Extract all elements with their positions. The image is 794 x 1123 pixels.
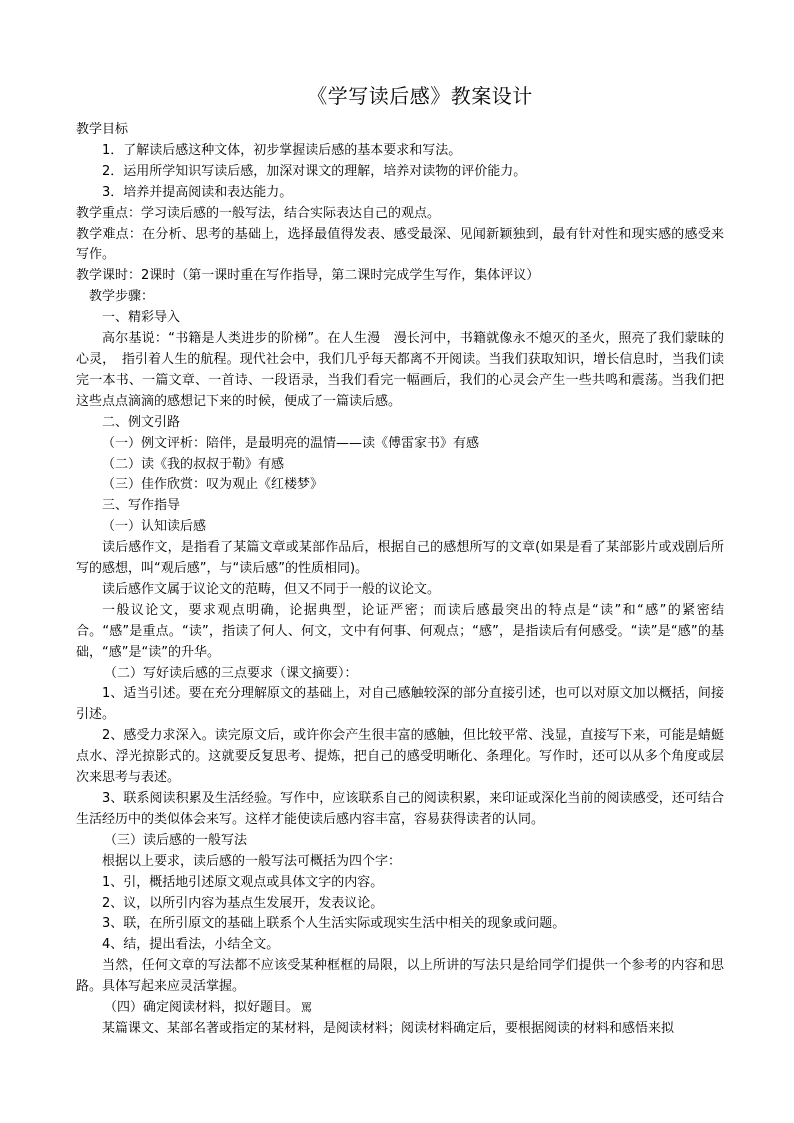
subheading-material xyxy=(76,998,724,1019)
example-item: （一）例文评析：陪伴，是最明亮的温情——读《傅雷家书》有感 xyxy=(102,435,480,451)
method-item: 4、结，提出看法，小结全文。 xyxy=(102,937,280,953)
objective-item: 1．了解读后感这种文体，初步掌握读后感的基本要求和写法。 xyxy=(102,142,462,158)
step-heading-examples: 二、例文引路 xyxy=(102,414,181,430)
requirement-item: 2、感受力求深入。读完原文后，或许你会产生很丰富的感触，但比较平常、浅显，直接写下来，可能是蜻蜓点水、浮光掠影式的。这就要反复思考、提炼，把自己的感受明晰化、条理化。写作时，还可以从多个角度或层次来思考与表述。 xyxy=(76,728,724,786)
paragraph-material: 某篇课文、某部名著或指定的某材料，是阅读材料；阅读材料确定后，要根据阅读的材料和感悟来拟 xyxy=(102,1020,675,1036)
paragraph-flexibility: 当然，任何文章的写法都不应该受某种框框的局限，以上所讲的写法只是给同学们提供一个参考的内容和思路。具体写起来应灵活掌握。 xyxy=(76,958,724,995)
paragraph-intro: 高尔基说：“书籍是人类进步的阶梯”。在人生漫 漫长河中，书籍就像永不熄灭的圣火，照亮了我们蒙昧的心灵， 指引着人生的航程。现代社会中，我们几乎每天都离不开阅读。当我们获取知识，增长信息时，当我们读完一本书、一篇文章、一首诗、一段语录，当我们看完一幅画后，我们的心灵会产生一些共鸣和震荡。当我们把这些点点滴滴的感想记下来的时候，便成了一篇读后感。 xyxy=(76,331,724,409)
paragraph-method-summary: 根据以上要求，读后感的一般写法可概括为四个字： xyxy=(102,853,402,869)
subheading-requirements: （二）写好读后感的三点要求（课文摘要）： xyxy=(104,665,358,681)
paragraph-comparison: 一般议论文，要求观点明确，论据典型，论证严密；而读后感最突出的特点是“读”和“感”的紧密结合。“感”是重点。“读”，指读了何人、何文，文中有何事、何观点；“感”，是指读后有何感受。“读”是“感”的基础，“感”是“读”的升华。 xyxy=(76,602,724,660)
teaching-hours: 教学课时：2课时（第一课时重在写作指导，第二课时完成学生写作，集体评议） xyxy=(76,268,540,284)
document-title: 《学写读后感》教案设计 xyxy=(307,84,533,108)
step-heading-guidance: 三、写作指导 xyxy=(102,498,181,514)
example-item: （三）佳作欣赏：叹为观止《红楼梦》 xyxy=(102,477,324,493)
step-heading-intro: 一、精彩导入 xyxy=(102,310,181,326)
paragraph-definition: 读后感作文，是指看了某篇文章或某部作品后，根据自己的感想所写的文章(如果是看了某部影片或戏剧后所写的感想，叫“观后感”，与“读后感”的性质相同)。 xyxy=(76,540,724,577)
teaching-focus: 教学重点：学习读后感的一般写法，结合实际表达自己的观点。 xyxy=(76,205,441,221)
document-page xyxy=(76,82,724,1040)
requirement-item: 1、适当引述。要在充分理解原文的基础上，对自己感触较深的部分直接引述，也可以对原文加以概括，间接引述。 xyxy=(76,686,724,723)
subheading-material-text: （四）确定阅读材料，拟好题目。 xyxy=(104,1000,300,1016)
requirement-item: 3、联系阅读积累及生活经验。写作中，应该联系自己的阅读积累，来印证或深化当前的阅读感受，还可结合生活经历中的类似体会来写。这样才能使读后感内容丰富，容易获得读者的认同。 xyxy=(76,791,724,827)
objective-item: 3．培养并提高阅读和表达能力。 xyxy=(102,184,293,200)
method-item: 2、议，以所引内容为基点生发展开，发表议论。 xyxy=(102,895,384,911)
section-heading-steps: 教学步骤： xyxy=(89,289,155,305)
objective-item: 2．运用所学知识写读后感，加深对课文的理解，培养对读物的评价能力。 xyxy=(102,163,527,179)
method-item: 3、联，在所引原文的基础上联系个人生活实际或现实生活中相关的现象或问题。 xyxy=(102,916,566,932)
paragraph-category: 读后感作文属于议论文的范畴，但又不同于一般的议论文。 xyxy=(102,581,441,597)
method-item: 1、引，概括地引述原文观点或具体文字的内容。 xyxy=(102,874,384,890)
teaching-difficulty: 教学难点：在分析、思考的基础上，选择最值得发表、感受最深、见闻新颖独到，最有针对性和现实感的感受来写作。 xyxy=(76,226,724,263)
subheading-method: （三）读后感的一般写法 xyxy=(104,832,248,848)
subheading-understanding: （一）认知读后感 xyxy=(102,519,207,535)
end-mark: 罵 xyxy=(301,1001,313,1015)
example-item: （二）读《我的叔叔于勒》有感 xyxy=(102,456,285,472)
section-heading-objectives: 教学目标 xyxy=(76,122,129,137)
